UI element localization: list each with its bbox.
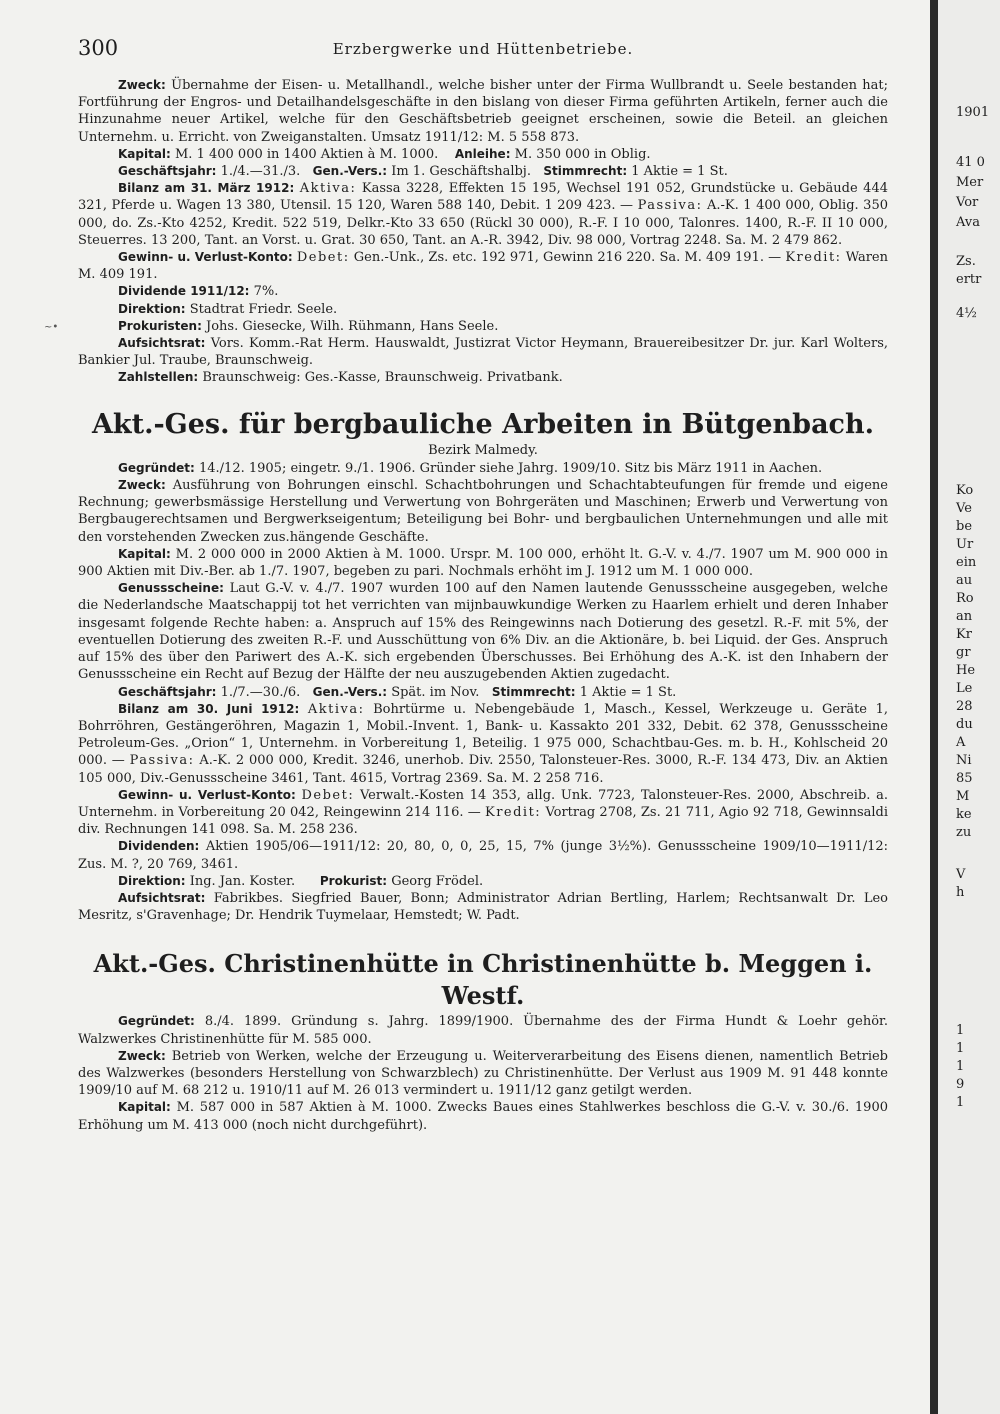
entry1-dividende: Dividende 1911/12: 7%. — [118, 284, 279, 300]
next-page-fragment: 1 — [956, 1023, 965, 1038]
entry2-kapital: Kapital: M. 2 000 000 in 2000 Aktien à M. 1000. Urspr. M. 100 000, erhöht lt. G.-V. v. 4./7. 1907 um M. 900 000 in 900 Aktien mit Div.-Ber. ab 1./7. 1907, begeben zu pari. Nochmals erhöht im J. 1912 um M. 1 000 000. — [78, 546, 888, 580]
entry3-zweck: Zweck: Betrieb von Werken, welche der Erzeugung u. Weiterverarbeitung des Eisens dienen, namentlich Betrieb des Walzwerkes (besonders Herstellung von Schwarzblech) zu Christinenhütte. Der Verlust aus 1909 M. 91 448 konnte 1909/10 auf M. 68 212 u. 1910/11 auf M. 26 013 vermindert u. 1911/12 ganz getilgt werden. — [78, 1048, 888, 1099]
next-page-fragment: be — [956, 519, 973, 534]
entry2-gegruendet: Gegründet: 14./12. 1905; eingetr. 9./1. 1906. Gründer siehe Jahrg. 1909/10. Sitz bis März 1911 in Aachen. — [118, 460, 823, 476]
next-page-fragment: ertr — [956, 272, 982, 287]
page-number: 300 — [78, 36, 119, 60]
next-page-fragment: zu — [956, 825, 972, 840]
entry1-kapital: Kapital: M. 1 400 000 in 1400 Aktien à M. 1000. Anleihe: M. 350 000 in Oblig. — [118, 146, 651, 162]
entry2-geschaeftsjahr: Geschäftsjahr: 1./7.—30./6. Gen.-Vers.: Spät. im Nov. Stimmrecht: 1 Aktie = 1 St. — [118, 684, 677, 700]
next-page-fragment: Ni — [956, 753, 972, 768]
next-page-fragment: A — [956, 735, 966, 750]
entry1-guv: Gewinn- u. Verlust-Konto: Debet: Gen.-Unk., Zs. etc. 192 971, Gewinn 216 220. Sa. M. 409 191. — Kredit: Waren M. 409 191. — [78, 250, 888, 283]
next-page-fragment: Ur — [956, 537, 974, 552]
entry2-aufsichtsrat: Aufsichtsrat: Fabrikbes. Siegfried Bauer, Bonn; Administrator Adrian Bertling, Harlem; Rechtsanwalt Dr. Leo Mesritz, s'Gravenhage; Dr. Hendrik Tuymelaar, Hemstedt; W. Padt. — [78, 890, 888, 924]
entry3-title: Akt.-Ges. Christinenhütte in Christinenhütte b. Meggen i. Westf. — [93, 949, 873, 1011]
next-page-fragment: 85 — [956, 771, 973, 786]
entry2-subtitle: Bezirk Malmedy. — [428, 442, 538, 458]
next-page-fragment: 1 — [956, 1041, 965, 1056]
next-page-fragment: gr — [956, 645, 971, 660]
entry3-kapital: Kapital: M. 587 000 in 587 Aktien à M. 1000. Zwecks Baues eines Stahlwerkes beschloss die G.-V. v. 30./6. 1900 Erhöhung um M. 413 000 (noch nicht durchgeführt). — [78, 1100, 888, 1133]
next-page-fragment: V — [956, 867, 966, 882]
next-page-fragment: 28 — [956, 699, 973, 714]
entry1-aufsichtsrat: Aufsichtsrat: Vors. Komm.-Rat Herm. Hauswaldt, Justizrat Victor Heymann, Brauereibesitzer Dr. jur. Karl Wolters, Bankier Jul. Traube, Braunschweig. — [78, 336, 888, 369]
next-page-fragment: ke — [956, 807, 972, 822]
entry1-zahlstellen: Zahlstellen: Braunschweig: Ges.-Kasse, Braunschweig. Privatbank. — [118, 370, 563, 386]
margin-mark: ~• — [44, 322, 59, 333]
next-page-fragment: 1901 — [956, 105, 990, 120]
entry1-bilanz: Bilanz am 31. März 1912: Aktiva: Kassa 3228, Effekten 15 195, Wechsel 191 052, Grundstücke u. Gebäude 444 321, Pferde u. Wagen 13 380, Utensil. 15 120, Waren 588 140, Debit. 1 209 423. — Passiva: A.-K. 1 400 000, Oblig. 350 000, do. Zs.-Kto 4252, Kredit. 522 519, Delkr.-Kto 33 650 (Rückl 30 000), R.-F. I 10 000, Talonres. 1400, R.-F. II 10 000, Steuerres. 13 200, Tant. an Vorst. u. Grat. 30 650, Tant. an A.-R. 3942, Div. 98 000, Vortrag 2248. Sa. M. 2 479 862. — [78, 181, 888, 248]
entry2-guv: Gewinn- u. Verlust-Konto: Debet: Verwalt.-Kosten 14 353, allg. Unk. 7723, Talonsteuer-Res. 2000, Abschreib. a. Unternehm. in Vorbereitung 20 042, Reingewinn 214 116. — Kredit: Vortrag 2708, Zs. 21 711, Agio 92 718, Gewinnsaldi div. Rechnungen 141 098. Sa. M. 258 236. — [78, 787, 889, 838]
next-page-fragment: du — [956, 717, 973, 732]
entry1-zweck: Zweck: Übernahme der Eisen- u. Metallhandl., welche bisher unter der Firma Wullbrandt u. Seele bestanden hat; Fortführung der Engros- und Detailhandelsgeschäfte in den bislang von dieser Firma geführten Artikeln, ferner auch die Hinzunahme neuer Artikel, welche für den Geschäftsbetrieb geeignet erscheinen, sowie die Beteil. an gleichen Unternehm. u. Erricht. von Zweiganstalten. Umsatz 1911/12: M. 5 558 873. — [78, 78, 888, 145]
next-page-fragment: an — [956, 609, 973, 624]
next-page-fragment: au — [956, 573, 973, 588]
page-gutter — [930, 0, 938, 1414]
next-page-edge — [938, 0, 1000, 1414]
entry2-bilanz: Bilanz am 30. Juni 1912: Aktiva: Bohrtürme u. Nebengebäude 1, Masch., Kessel, Werkzeuge u. Geräte 1, Bohrröhren, Gestängeröhren, Magazin 1, Mobil.-Invent. 1, Bank- u. Kassakto 201 332, Debit. 62 378, Genussscheine Petroleum-Ges. „Orion“ 1, Unternehm. in Vorbereitung 1, Beteilig. 1 975 000, Schachtbau-Ges. m. b. H., Kohlscheid 20 000. — Passiva: A.-K. 2 000 000, Kredit. 3246, unerhob. Div. 2550, Talonsteuer-Res. 3000, R.-F. 134 473, Div. an Aktien 105 000, Div.-Genussscheine 3461, Tant. 4615, Vortrag 2369. Sa. M. 2 258 716. — [78, 701, 888, 786]
next-page-fragment: 1 — [956, 1059, 965, 1074]
next-page-fragment: Ro — [956, 591, 974, 606]
next-page-fragment: 41 0 — [956, 155, 985, 170]
next-page-fragment: Mer — [956, 175, 984, 190]
next-page-fragment: h — [956, 885, 965, 900]
entry2-title: Akt.-Ges. für bergbauliche Arbeiten in Bütgenbach. — [91, 408, 875, 440]
next-page-fragment: 9 — [956, 1077, 965, 1092]
next-page-fragment: ein — [956, 555, 977, 570]
page-header — [78, 36, 888, 64]
entry1-geschaeftsjahr: Geschäftsjahr: 1./4.—31./3. Gen.-Vers.: Im 1. Geschäftshalbj. Stimmrecht: 1 Aktie = 1 St. — [118, 164, 728, 180]
next-page-fragment: 4½ — [956, 306, 977, 321]
entry1-prokuristen: Prokuristen: Johs. Giesecke, Wilh. Rühmann, Hans Seele. — [118, 318, 499, 334]
next-page-fragment: Vor — [956, 195, 979, 210]
text-column — [78, 77, 888, 1134]
next-page-fragment: 1 — [956, 1095, 965, 1110]
entry2-zweck: Zweck: Ausführung von Bohrungen einschl. Schachtbohrungen und Schachtabteufungen für fremde und eigene Rechnung; gewerbsmässige Herstellung und Verwertung von Bohrgeräten und Maschinen; Erwerb und Verwertung von Bergbaugerechtsamen und Bergwerkseigentum; Beteiligung bei Bohr- und bergbaulichen Unternehmungen und alle mit den vorstehenden Zwecken zus.hängende Geschäfte. — [78, 478, 888, 545]
next-page-fragment: M — [956, 789, 970, 804]
next-page-fragment: Ava — [956, 215, 980, 230]
running-head: Erzbergwerke und Hüttenbetriebe. — [332, 40, 634, 58]
next-page-fragment: Le — [956, 681, 973, 696]
entry1-direktion: Direktion: Stadtrat Friedr. Seele. — [118, 301, 338, 317]
next-page-fragment: Ve — [956, 501, 972, 516]
next-page-fragment: He — [956, 663, 976, 678]
entry2-direktion: Direktion: Ing. Jan. Koster. Prokurist: Georg Frödel. — [118, 873, 484, 889]
entry3-gegruendet: Gegründet: 8./4. 1899. Gründung s. Jahrg. 1899/1900. Übernahme des der Firma Hundt & Loehr gehör. Walzwerkes Christinenhütte für M. 585 000. — [78, 1014, 888, 1047]
next-page-fragment: Zs. — [956, 254, 976, 269]
next-page-fragment: Ko — [956, 483, 974, 498]
next-page-fragment: Kr — [956, 627, 972, 642]
entry2-genussscheine: Genussscheine: Laut G.-V. v. 4./7. 1907 wurden 100 auf den Namen lautende Genussscheine ausgegeben, welche die Nederlandsche Maatschappij tot het verrichten van mijnbauwkundige Werken zu Haarlem erhielt und deren Inhaber insgesamt folgende Rechte haben: a. Anspruch auf 15% des Reingewinns nach Dotierung des gesetzl. R.-F. mit 5%, der eventuellen Dotierung des zweiten R.-F. und Ausschüttung von 6% Div. an die Aktionäre, b. bei Liquid. der Ges. Anspruch auf 15% des über den Pariwert des A.-K. sich ergebenden Überschusses. Bei Erhöhung des A.-K. ist den Inhabern der Genussscheine ein Recht auf Bezug der Hälfte der neu auszugebenden Aktien zugedacht. — [78, 581, 888, 683]
entry2-dividenden: Dividenden: Aktien 1905/06—1911/12: 20, 80, 0, 0, 25, 15, 7% (junge 3½%). Genussscheine 1909/10—1911/12: Zus. M. ?, 20 769, 3461. — [78, 839, 888, 872]
